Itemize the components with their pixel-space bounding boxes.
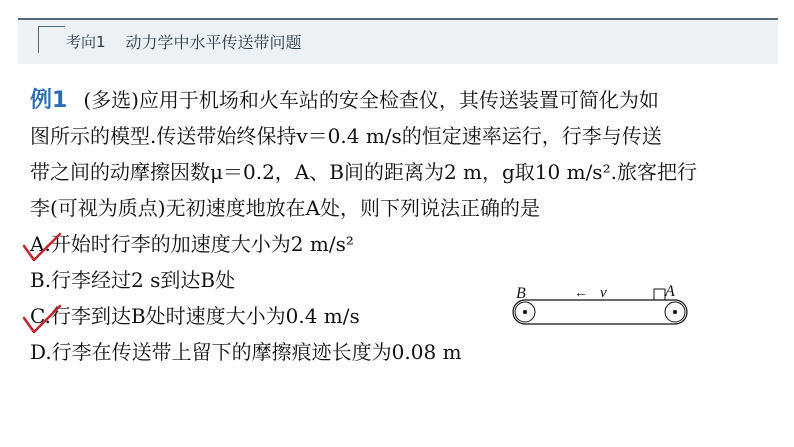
header-title-group	[66, 26, 302, 56]
option-d	[30, 334, 774, 370]
luggage-box	[654, 289, 665, 300]
option-c-text: C.行李到达B处时速度大小为0.4 m/s	[30, 304, 360, 328]
question-text-2: 图所示的模型.传送带始终保持v＝0.4 m/s的恒定速率运行，行李与传送	[30, 124, 662, 148]
point-a-label: A	[665, 283, 675, 300]
header-corner-decoration	[38, 26, 65, 53]
question-text-4: 李(可视为质点)无初速度地放在A处，则下列说法正确的是	[30, 196, 541, 220]
question-line-3	[30, 154, 774, 190]
option-a-text: A.开始时行李的加速度大小为2 m/s²	[30, 232, 354, 256]
point-b-label: B	[516, 285, 526, 302]
check-mark-icon	[22, 304, 62, 336]
question-line-4	[30, 190, 774, 226]
example-label: 例1	[30, 88, 68, 113]
question-text-1: (多选)应用于机场和火车站的安全检查仪，其传送装置可简化为如	[83, 88, 659, 112]
question-line-2	[30, 118, 774, 154]
check-mark-icon	[22, 232, 62, 264]
conveyor-belt	[513, 300, 687, 324]
conveyor-belt-diagram	[510, 278, 690, 338]
section-title: 动力学中水平传送带问题	[125, 32, 302, 52]
option-a	[30, 226, 774, 262]
question-line-1	[30, 82, 774, 118]
left-roller-axle	[523, 310, 527, 314]
option-d-text: D.行李在传送带上留下的摩擦痕迹长度为0.08 m	[30, 340, 462, 364]
section-header	[18, 18, 778, 64]
velocity-arrow-icon: ←	[574, 286, 588, 301]
section-label: 考向1	[66, 32, 106, 51]
velocity-label: v	[600, 285, 607, 301]
right-roller-axle	[673, 310, 677, 314]
option-b-text: B.行李经过2 s到达B处	[30, 268, 236, 292]
question-text-3: 带之间的动摩擦因数μ＝0.2，A、B间的距离为2 m，g取10 m/s².旅客把行	[30, 160, 697, 184]
